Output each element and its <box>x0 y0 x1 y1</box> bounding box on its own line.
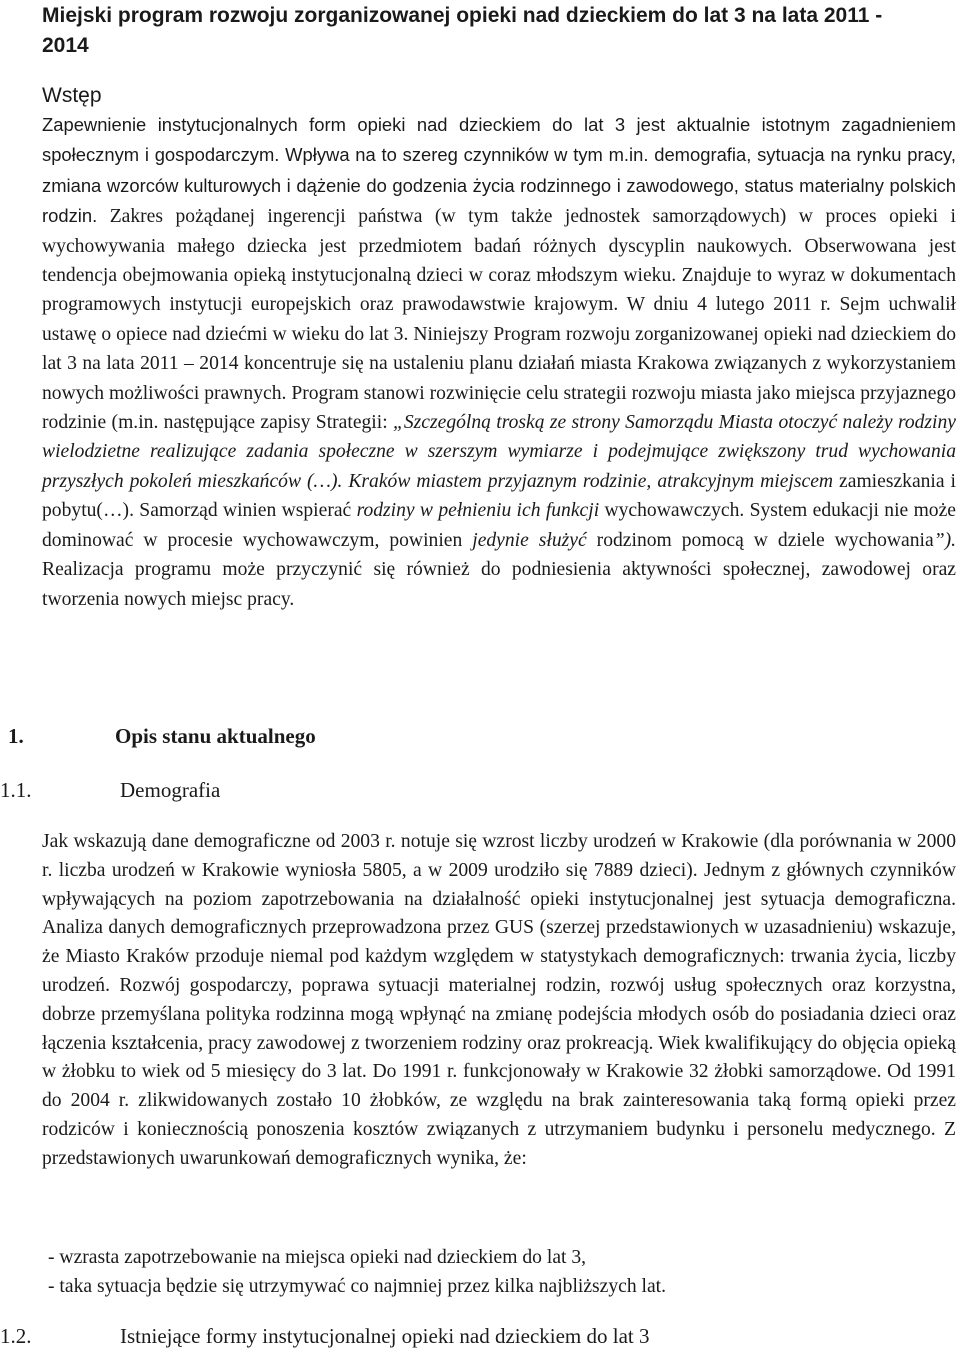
section-1-heading <box>8 721 316 751</box>
intro-text-6: Realizacja programu może przyczynić się również do podniesienia aktywności społecznej, zawodowej oraz tworzenia nowych miejsc pracy. <box>42 559 956 610</box>
intro-text-1: Zapewnienie instytucjonalnych form opieki nad dzieckiem do lat 3 jest aktualnie istotnym zagadnieniem społecznym i gospodarczym. Wpływa na to szereg czynników w tym m.in. demografia, sytuacja na rynku pracy, zmiana wzorców kulturowych i dążenie do godzenia życia rodzinnego i zawodowego, status materialny polskich rodzin. <box>42 114 956 227</box>
intro-heading: Wstęp <box>42 84 102 107</box>
document-title: Miejski program rozwoju zorganizowanej opieki nad dzieckiem do lat 3 na lata 2011 - 2014 <box>42 4 883 57</box>
section-1-title: Opis stanu aktualnego <box>115 724 316 748</box>
section-1-2-number: 1.2. <box>0 1324 32 1348</box>
section-1-1-title: Demografia <box>120 778 221 802</box>
intro-text-3: zamieszkania i pobytu(…). Samorząd winien wspierać <box>42 470 957 522</box>
strategy-quote-4: ”). <box>933 529 957 551</box>
section-1-2-title: Istniejące formy instytucjonalnej opieki nad dzieckiem do lat 3 <box>120 1324 650 1348</box>
section-1-1-number: 1.1. <box>0 778 32 802</box>
demography-conclusions <box>48 1244 948 1302</box>
intro-text-2: Zakres pożądanej ingerencji państwa (w tym także jednostek samorządowych) w proces opieki i wychowywania małego dziecka jest przedmiotem badań różnych dyscyplin naukowych. Obserwowana jest tendencja obejmowania opieką instytucjonalną dzieci w coraz młodszym wieku. Znajduje to wyraz w dokumentach programowych instytucji europejskich oraz prawodawstwie krajowym. W dniu 4 lutego 2011 r. Sejm uchwalił ustawę o opiece nad dziećmi w wieku do lat 3. Niniejszy Program rozwoju zorganizowanej opieki nad dzieckiem do lat 3 na lata 2011 – 2014 koncentruje się na ustaleniu planu działań miasta Krakowa związanych z wykorzystaniem nowych możliwości prawnych. Program stanowi rozwinięcie celu strategii rozwoju miasta jako miejsca przyjaznego rodzinie (m.in. następujące zapisy Strategii: <box>42 206 956 434</box>
section-1-number: 1. <box>8 724 24 748</box>
section-1-1-heading <box>0 775 220 805</box>
intro-paragraph <box>42 110 956 614</box>
strategy-quote-2: rodziny w pełnieniu ich funkcji <box>356 500 600 522</box>
strategy-quote-3: jedynie służyć <box>472 529 587 551</box>
list-item: - taka sytuacja będzie się utrzymywać co najmniej przez kilka najbliższych lat. <box>48 1275 667 1297</box>
strategy-quote-1: „Szczególną troską ze strony Samorządu Miasta otoczyć należy rodziny wielodzietne realizujące zadania społeczne w szerszym wymiarze i podejmujące zwiększony trud wychowania przyszłych pokoleń mieszkańców (…). Kraków miastem przyjaznym rodzinie, atrakcyjnym miejscem <box>42 412 956 492</box>
section-1-2-heading <box>0 1321 650 1351</box>
intro-text-5: rodzinom pomocą w dziele wychowania <box>586 529 934 551</box>
intro-text-4: wychowawczych. System edukacji nie może dominować w procesie wychowawczym, powinien <box>42 500 956 551</box>
list-item: - wzrasta zapotrzebowanie na miejsca opieki nad dzieckiem do lat 3, <box>48 1247 587 1268</box>
demography-paragraph: Jak wskazują dane demograficzne od 2003 r. notuje się wzrost liczby urodzeń w Krakowie (dla porównania w 2000 r. liczba urodzeń w Krakowie wyniosła 5805, a w 2009 urodziło się 7889 dzieci). Jednym z głównych czynników wpływających na poziom zapotrzebowania na działalność opieki instytucjonalnej jest sytuacja demograficzna. Analiza danych demograficznych przeprowadzona przez GUS (szerzej przedstawionych w uzasadnieniu) wskazuje, że Miasto Kraków przoduje niemal pod każdym względem w statystykach demograficznych: trwania życia, liczby urodzeń. Rozwój gospodarczy, poprawa sytuacji materialnej rodzin, rozwój usług społecznych oraz korzystna, dobrze przemyślana polityka rodzinna mogą wpłynąć na zmianę podejścia młodych osób do posiadania dzieci oraz łączenia kształcenia, pracy zawodowej z tworzeniem rodziny oraz prokreacją. Wiek kwalifikujący do objęcia opieką w żłobku to wiek od 5 miesięcy do 3 lat. Do 1991 r. funkcjonowały w Krakowie 32 żłobki samorządowe. Od 1991 do 2004 r. zlikwidowanych zostało 10 żłobków, ze względu na brak zainteresowania taką formą opieki przez rodziców i koniecznością ponoszenia kosztów związanych z utrzymaniem budynku i personelu medycznego. Z przedstawionych uwarunkowań demograficznych wynika, że: <box>42 831 956 1169</box>
